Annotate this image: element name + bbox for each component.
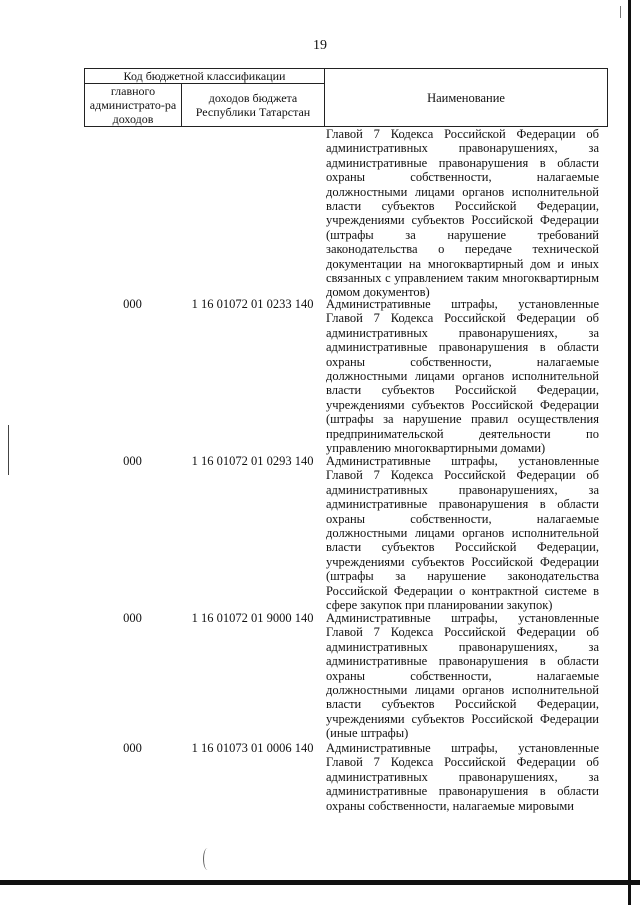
scan-artifact-scribble xyxy=(203,848,212,870)
table-row xyxy=(84,127,607,300)
table-row xyxy=(84,611,607,741)
table-header xyxy=(84,68,608,127)
name-cell: Административные штрафы, установленные Главой 7 Кодекса Российской Федерации об административных правонарушениях, за административные правонарушения в области охраны собственности, налагаемые должностными лицами органов исполнительной власти субъектов Российской Федерации, учреждениями субъектов Российской Федерации (штрафы за нарушение правил осуществления предпринимательской деятельности по управлению многоквартирными домами) xyxy=(326,297,599,456)
page-number: 19 xyxy=(313,38,327,53)
scan-border-bottom xyxy=(0,880,640,885)
header-name-column: Наименование xyxy=(325,69,608,127)
name-cell: Административные штрафы, установленные Главой 7 Кодекса Российской Федерации об административных правонарушениях, за административные правонарушения в области охраны собственности, налагаемые мировыми xyxy=(326,741,599,813)
admin-code-cell: 000 xyxy=(123,741,142,755)
header-budget-classification-code: Код бюджетной классификации xyxy=(85,69,325,84)
header-income-code: доходов бюджета Республики Татарстан xyxy=(182,84,325,127)
table-row xyxy=(84,741,607,831)
scan-artifact-mark xyxy=(620,6,621,18)
income-code-cell: 1 16 01072 01 0293 140 xyxy=(191,454,314,468)
header-main-administrator: главного администрато-ра доходов xyxy=(85,84,182,127)
table-row xyxy=(84,297,607,454)
admin-code-cell xyxy=(84,127,181,297)
income-code-cell: 1 16 01073 01 0006 140 xyxy=(191,741,314,755)
table-row xyxy=(84,454,607,611)
income-code-cell xyxy=(181,127,324,297)
income-code-cell: 1 16 01072 01 9000 140 xyxy=(191,611,314,625)
table-body xyxy=(84,127,607,831)
income-code-cell: 1 16 01072 01 0233 140 xyxy=(191,297,314,311)
name-cell: Административные штрафы, установленные Главой 7 Кодекса Российской Федерации об административных правонарушениях, за административные правонарушения в области охраны собственности, налагаемые должностными лицами органов исполнительной власти субъектов Российской Федерации, учреждениями субъектов Российской Федерации (штрафы за нарушение законодательства Российской Федерации о контрактной системе в сфере закупок при планировании закупок) xyxy=(326,454,599,613)
admin-code-cell: 000 xyxy=(123,454,142,468)
name-cell: Главой 7 Кодекса Российской Федерации об административных правонарушениях, за административные правонарушения в области охраны собственности, налагаемые должностными лицами органов исполнительной власти субъектов Российской Федерации, учреждениями субъектов Российской Федерации (штрафы за нарушение требований законодательства о передаче технической документации на многоквартирный дом и иных связанных с управлением таким многоквартирным домом документов) xyxy=(326,127,599,300)
name-cell: Административные штрафы, установленные Главой 7 Кодекса Российской Федерации об административных правонарушениях, за административные правонарушения в области охраны собственности, налагаемые должностными лицами органов исполнительной власти субъектов Российской Федерации, учреждениями субъектов Российской Федерации (иные штрафы) xyxy=(326,611,599,741)
admin-code-cell: 000 xyxy=(123,297,142,311)
scan-artifact-mark xyxy=(8,425,9,475)
admin-code-cell: 000 xyxy=(123,611,142,625)
scan-border-right xyxy=(628,0,631,905)
